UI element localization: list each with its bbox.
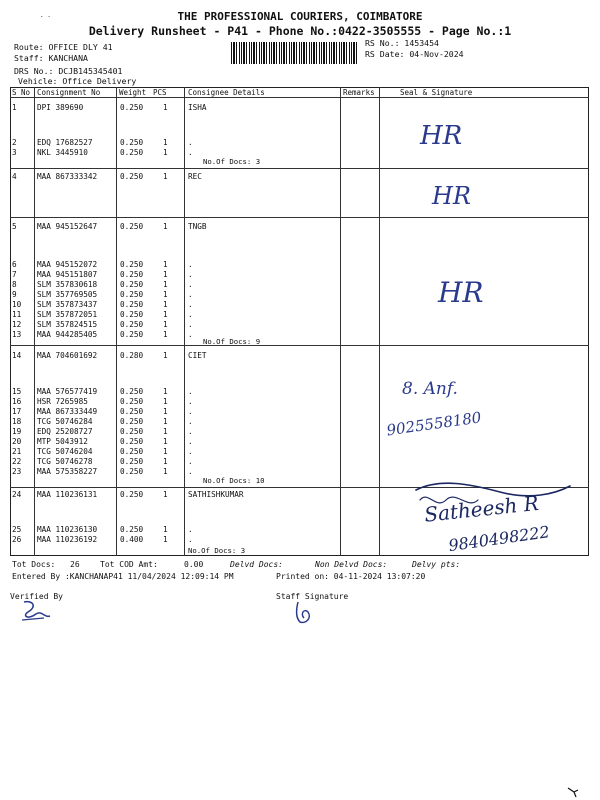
row-pcs: 1 [163, 397, 168, 406]
row-pcs: 1 [163, 222, 168, 231]
row-consignment-no: SLM 357769505 [37, 290, 98, 299]
row-weight: 0.250 [120, 172, 144, 181]
row-pcs: 1 [163, 437, 168, 446]
row-weight: 0.250 [120, 290, 144, 299]
staff-signature-label: Staff Signature [276, 592, 349, 601]
row-consignee: . [188, 260, 193, 269]
row-weight: 0.250 [120, 457, 144, 466]
row-pcs: 1 [163, 148, 168, 157]
col-header-seal-signature: Seal & Signature [400, 88, 473, 97]
runsheet-subtitle: Delivery Runsheet - P41 - Phone No.:0422-3505555 - Page No.:1 [88, 24, 512, 38]
row-pcs: 1 [163, 525, 168, 534]
col-header-consignee: Consignee Details [188, 88, 265, 97]
row-consignee: . [188, 330, 193, 339]
row-consignee: . [188, 138, 193, 147]
row-consignee: . [188, 148, 193, 157]
tot-cod-label: Tot COD Amt: [100, 560, 158, 569]
row-sno: 20 [12, 437, 22, 446]
delvy-pts: Delvy pts: [412, 560, 461, 569]
row-weight: 0.400 [120, 535, 144, 544]
rs-date: RS Date: 04-Nov-2024 [365, 49, 464, 59]
row-sno: 1 [12, 103, 17, 112]
row-consignee: ISHA [188, 103, 207, 112]
col-divider [34, 87, 35, 556]
signature-g2: HR [432, 182, 471, 210]
row-consignee: . [188, 300, 193, 309]
signature-g5-name: Satheesh R [423, 490, 540, 527]
row-sno: 12 [12, 320, 22, 329]
row-weight: 0.250 [120, 427, 144, 436]
row-sno: 16 [12, 397, 22, 406]
delvd-docs: Delvd Docs: [230, 560, 283, 569]
signature-g5-phone: 9840498222 [447, 522, 551, 556]
row-sno: 15 [12, 387, 22, 396]
row-consignee: . [188, 427, 193, 436]
row-pcs: 1 [163, 260, 168, 269]
row-pcs: 1 [163, 300, 168, 309]
row-pcs: 1 [163, 351, 168, 360]
rs-number: RS No.: 1453454 [365, 38, 439, 48]
row-pcs: 1 [163, 457, 168, 466]
tot-docs-label: Tot Docs: [12, 560, 56, 569]
row-weight: 0.250 [120, 490, 144, 499]
row-sno: 22 [12, 457, 22, 466]
row-consignment-no: MTP 5043912 [37, 437, 88, 446]
row-sno: 19 [12, 427, 22, 436]
col-divider [184, 87, 185, 556]
row-consignment-no: MAA 575358227 [37, 467, 98, 476]
row-consignment-no: SLM 357873437 [37, 300, 98, 309]
row-sno: 14 [12, 351, 22, 360]
signature-g3: HR [438, 276, 484, 309]
vehicle: Vehicle: Office Delivery [18, 76, 137, 86]
row-weight: 0.250 [120, 330, 144, 339]
row-weight: 0.250 [120, 138, 144, 147]
row-pcs: 1 [163, 103, 168, 112]
group-docs-count: No.Of Docs: 9 [203, 337, 261, 346]
row-sno: 23 [12, 467, 22, 476]
corner-mark [566, 786, 580, 798]
row-consignment-no: MAA 867333449 [37, 407, 98, 416]
row-pcs: 1 [163, 270, 168, 279]
row-consignee: SATHISHKUMAR [188, 490, 244, 499]
company-title: THE PROFESSIONAL COURIERS, COIMBATORE [177, 10, 423, 23]
signature-g4-name: 8. Anf. [402, 379, 458, 399]
row-consignee: . [188, 290, 193, 299]
col-header-weight: Weight [119, 88, 147, 97]
row-consignment-no: MAA 944285405 [37, 330, 98, 339]
row-consignment-no: MAA 867333342 [37, 172, 98, 181]
row-consignee: . [188, 467, 193, 476]
row-sno: 25 [12, 525, 22, 534]
row-weight: 0.250 [120, 260, 144, 269]
row-weight: 0.250 [120, 407, 144, 416]
col-header-sno: S No [12, 88, 31, 97]
row-consignee: . [188, 320, 193, 329]
row-consignee: . [188, 407, 193, 416]
row-consignment-no: MAA 576577419 [37, 387, 98, 396]
row-pcs: 1 [163, 467, 168, 476]
row-consignment-no: MAA 110236130 [37, 525, 98, 534]
row-sno: 9 [12, 290, 17, 299]
row-sno: 8 [12, 280, 17, 289]
row-pcs: 1 [163, 535, 168, 544]
group-docs-count: No.Of Docs: 10 [203, 476, 265, 485]
row-consignee: . [188, 457, 193, 466]
row-weight: 0.280 [120, 351, 144, 360]
staff-signature-mark [290, 600, 324, 626]
row-pcs: 1 [163, 138, 168, 147]
row-weight: 0.250 [120, 397, 144, 406]
row-consignee: CIET [188, 351, 207, 360]
row-consignment-no: MAA 704601692 [37, 351, 98, 360]
row-weight: 0.250 [120, 103, 144, 112]
row-consignment-no: SLM 357824515 [37, 320, 98, 329]
row-consignee: . [188, 417, 193, 426]
row-weight: 0.250 [120, 300, 144, 309]
row-consignment-no: NKL 3445910 [37, 148, 88, 157]
row-weight: 0.250 [120, 222, 144, 231]
row-weight: 0.250 [120, 467, 144, 476]
row-sno: 13 [12, 330, 22, 339]
entered-by: Entered By :KANCHANAP41 11/04/2024 12:09:14 PM [12, 572, 234, 581]
row-pcs: 1 [163, 330, 168, 339]
row-weight: 0.250 [120, 447, 144, 456]
row-sno: 7 [12, 270, 17, 279]
row-consignment-no: MAA 110236131 [37, 490, 98, 499]
row-weight: 0.250 [120, 148, 144, 157]
row-sno: 24 [12, 490, 22, 499]
row-pcs: 1 [163, 427, 168, 436]
row-consignment-no: TCG 50746284 [37, 417, 93, 426]
row-pcs: 1 [163, 447, 168, 456]
row-weight: 0.250 [120, 387, 144, 396]
row-sno: 6 [12, 260, 17, 269]
row-weight: 0.250 [120, 270, 144, 279]
row-consignee: . [188, 270, 193, 279]
row-consignee: . [188, 397, 193, 406]
row-consignment-no: MAA 110236192 [37, 535, 98, 544]
row-consignee: REC [188, 172, 202, 181]
col-divider [116, 87, 117, 556]
row-sno: 10 [12, 300, 22, 309]
row-pcs: 1 [163, 172, 168, 181]
row-consignee: . [188, 387, 193, 396]
row-consignment-no: TCG 50746204 [37, 447, 93, 456]
non-delvd-docs: Non Delvd Docs: [315, 560, 388, 569]
row-weight: 0.250 [120, 437, 144, 446]
row-consignee: . [188, 525, 193, 534]
row-consignee: . [188, 535, 193, 544]
row-consignment-no: MAA 945152072 [37, 260, 98, 269]
row-sno: 26 [12, 535, 22, 544]
row-consignment-no: MAA 945151807 [37, 270, 98, 279]
row-sno: 2 [12, 138, 17, 147]
col-divider [340, 87, 341, 556]
verified-by-signature [18, 598, 58, 624]
row-weight: 0.250 [120, 310, 144, 319]
row-consignment-no: SLM 357872051 [37, 310, 98, 319]
row-pcs: 1 [163, 320, 168, 329]
row-sno: 17 [12, 407, 22, 416]
row-weight: 0.250 [120, 417, 144, 426]
col-header-pcs: PCS [153, 88, 167, 97]
row-consignee: . [188, 310, 193, 319]
group-docs-count: No.Of Docs: 3 [203, 157, 261, 166]
row-consignee: . [188, 437, 193, 446]
row-weight: 0.250 [120, 280, 144, 289]
row-pcs: 1 [163, 407, 168, 416]
barcode [231, 42, 358, 64]
col-header-consignment: Consignment No [37, 88, 101, 97]
printed-on: Printed on: 04-11-2024 13:07:20 [276, 572, 426, 581]
row-consignment-no: EDQ 25208727 [37, 427, 93, 436]
row-consignment-no: HSR 7265985 [37, 397, 88, 406]
row-consignment-no: EDQ 17682527 [37, 138, 93, 147]
signature-g4-phone: 9025558180 [385, 408, 483, 440]
row-sno: 3 [12, 148, 17, 157]
staff: Staff: KANCHANA [14, 53, 88, 63]
row-sno: 21 [12, 447, 22, 456]
row-pcs: 1 [163, 417, 168, 426]
group-docs-count: No.Of Docs: 3 [188, 546, 246, 555]
verified-by-label: Verified By [10, 592, 63, 601]
row-pcs: 1 [163, 310, 168, 319]
row-pcs: 1 [163, 280, 168, 289]
col-header-remarks: Remarks [343, 88, 375, 97]
drs-number: DRS No.: DCJB145345401 [14, 66, 123, 76]
row-consignee: . [188, 447, 193, 456]
signature-g1: HR [420, 121, 463, 151]
stray-dots: . . [40, 12, 51, 19]
row-consignment-no: TCG 50746278 [37, 457, 93, 466]
row-sno: 4 [12, 172, 17, 181]
row-sno: 11 [12, 310, 22, 319]
tot-docs-value: 26 [70, 560, 80, 569]
handwritten-signatures [380, 98, 588, 556]
row-consignment-no: SLM 357830618 [37, 280, 98, 289]
row-consignment-no: DPI 389690 [37, 103, 84, 112]
row-weight: 0.250 [120, 320, 144, 329]
row-pcs: 1 [163, 290, 168, 299]
row-consignee: TNGB [188, 222, 207, 231]
row-sno: 5 [12, 222, 17, 231]
row-pcs: 1 [163, 490, 168, 499]
row-consignment-no: MAA 945152647 [37, 222, 98, 231]
row-weight: 0.250 [120, 525, 144, 534]
row-sno: 18 [12, 417, 22, 426]
row-pcs: 1 [163, 387, 168, 396]
tot-cod-value: 0.00 [184, 560, 204, 569]
route: Route: OFFICE DLY 41 [14, 42, 113, 52]
row-consignee: . [188, 280, 193, 289]
